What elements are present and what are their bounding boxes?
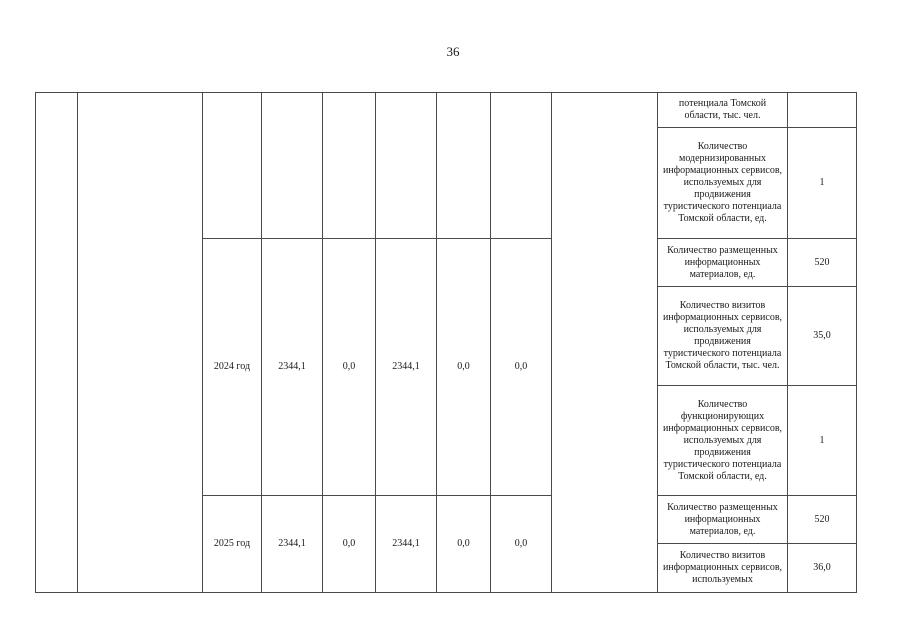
extra-budget-cell: 0,0: [491, 239, 552, 496]
regional-cell: 2344,1: [376, 496, 437, 593]
indicator-value: 36,0: [788, 544, 857, 593]
indicator-value: 1: [788, 127, 857, 239]
indicator-name: Количество модернизированных информационных сервисов, используемых для продвижения туристического потенциала Томской области, ед.: [658, 127, 788, 239]
indicator-value: 1: [788, 385, 857, 496]
total-cell: [262, 93, 323, 239]
indicator-value: 520: [788, 496, 857, 544]
local-cell: 0,0: [437, 239, 491, 496]
year-cell: 2025 год: [203, 496, 262, 593]
extra-budget-cell: 0,0: [491, 496, 552, 593]
regional-cell: 2344,1: [376, 239, 437, 496]
regional-cell: [376, 93, 437, 239]
indicator-name: Количество визитов информационных сервисов, используемых для продвижения туристического потенциала Томской области, тыс. чел.: [658, 287, 788, 386]
indicator-value: 35,0: [788, 287, 857, 386]
page-number: 36: [446, 44, 460, 59]
local-cell: [437, 93, 491, 239]
total-cell: 2344,1: [262, 496, 323, 593]
funding-table: [35, 92, 857, 593]
indicator-value: [788, 93, 857, 128]
federal-cell: [323, 93, 376, 239]
year-cell: 2024 год: [203, 239, 262, 496]
indicator-name: Количество функционирующих информационных сервисов, используемых для продвижения туристического потенциала Томской области, ед.: [658, 385, 788, 496]
indicator-name: потенциала Томской области, тыс. чел.: [658, 93, 788, 128]
extra-budget-cell: [491, 93, 552, 239]
table-row: [36, 93, 857, 128]
indicator-value: 520: [788, 239, 857, 287]
local-cell: 0,0: [437, 496, 491, 593]
total-cell: 2344,1: [262, 239, 323, 496]
executor-cell: [552, 93, 658, 593]
indicator-name: Количество размещенных информационных материалов, ед.: [658, 496, 788, 544]
federal-cell: 0,0: [323, 496, 376, 593]
year-cell: [203, 93, 262, 239]
measure-name-cell: [78, 93, 203, 593]
indicator-name: Количество визитов информационных сервисов, используемых: [658, 544, 788, 593]
indicator-name: Количество размещенных информационных материалов, ед.: [658, 239, 788, 287]
row-number-cell: [36, 93, 78, 593]
federal-cell: 0,0: [323, 239, 376, 496]
